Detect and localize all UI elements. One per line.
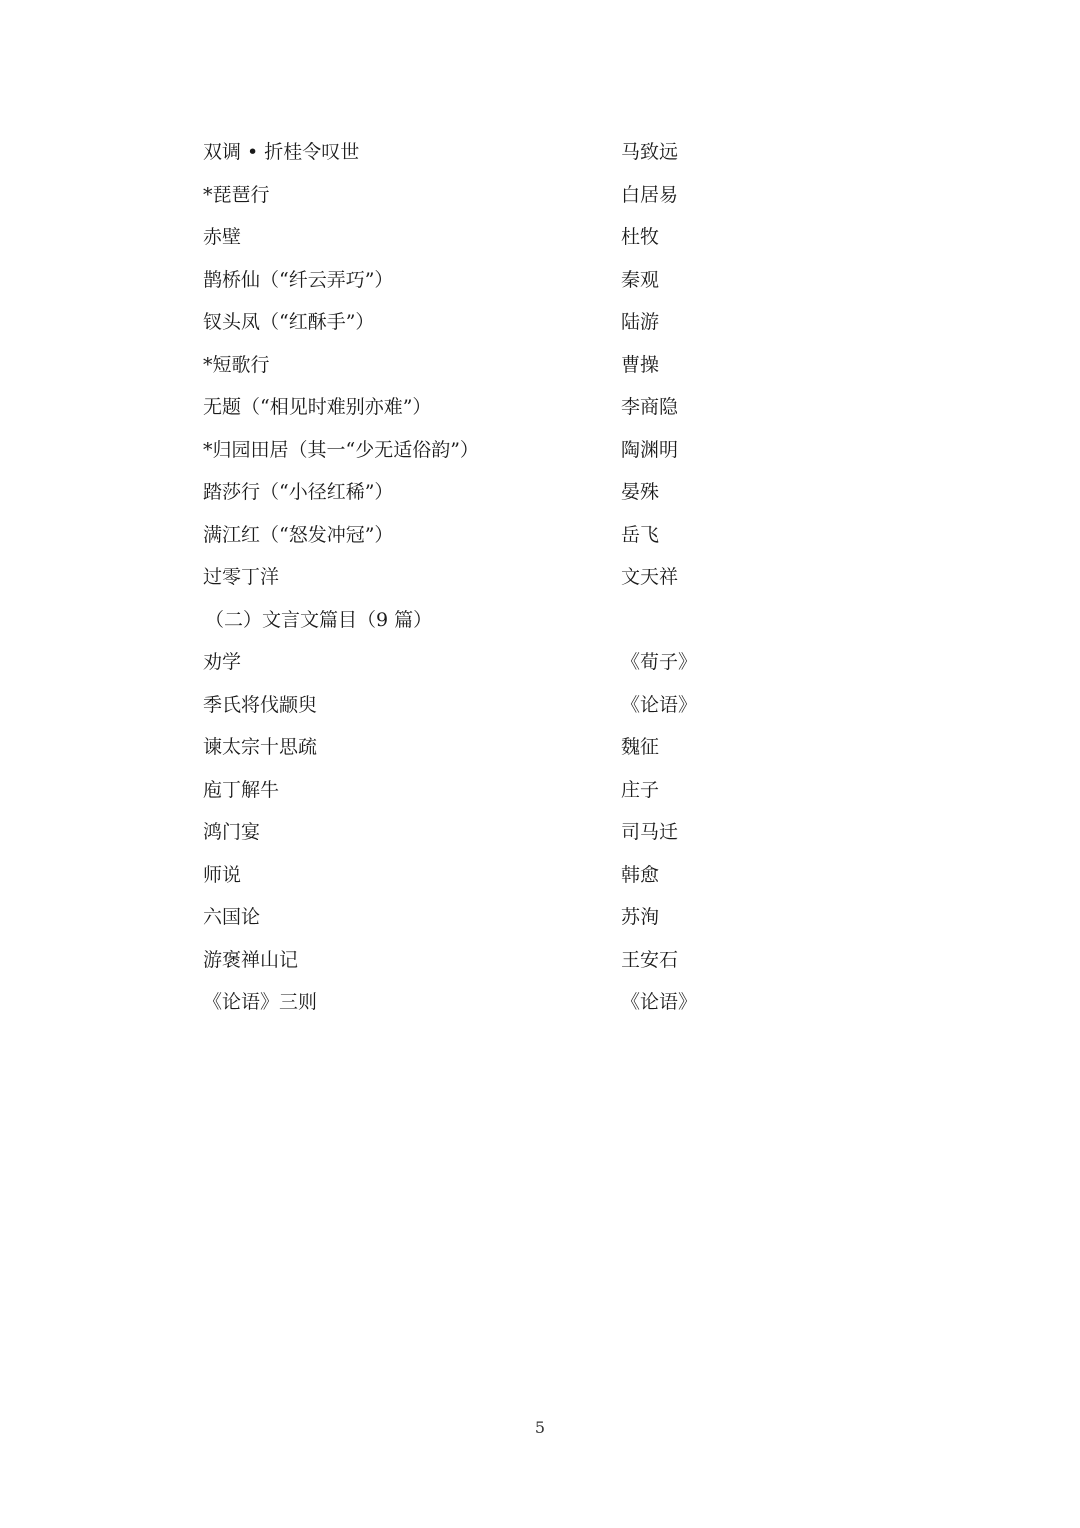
work-title: 无题（“相见时难别亦难”）: [203, 396, 432, 418]
work-author: 庄子: [621, 778, 660, 801]
list-item: [203, 344, 763, 387]
work-title: 满江红（“怒发冲冠”）: [203, 523, 394, 546]
work-author: 曹操: [621, 353, 660, 376]
page-number: 5: [534, 1418, 546, 1437]
work-author: 文天祥: [621, 566, 679, 588]
list-item: [203, 556, 763, 599]
list-item: [203, 726, 763, 769]
list-item: [203, 684, 763, 727]
work-title: 赤壁: [203, 226, 242, 248]
work-title: 鹊桥仙（“纤云弄巧”）: [203, 268, 394, 291]
work-title: 《论语》三则: [203, 991, 318, 1013]
list-item: [203, 981, 763, 1024]
work-author: 秦观: [621, 268, 660, 291]
work-title: *归园田居（其一“少无适俗韵”）: [203, 438, 479, 461]
list-item: [203, 429, 763, 472]
section-heading-row: [203, 599, 763, 642]
list-item: [203, 259, 763, 302]
work-author: 王安石: [621, 948, 679, 971]
work-title: 劝学: [203, 651, 242, 673]
list-item: [203, 854, 763, 897]
work-title: 踏莎行（“小径红稀”）: [203, 481, 394, 503]
list-item: [203, 939, 763, 982]
work-title: *短歌行: [203, 353, 270, 376]
list-item: [203, 811, 763, 854]
list-item: [203, 131, 763, 174]
work-title: 过零丁洋: [203, 566, 280, 588]
work-author: 马致远: [621, 141, 679, 163]
work-author: 白居易: [621, 183, 679, 206]
work-author: 杜牧: [621, 226, 660, 248]
list-item: [203, 301, 763, 344]
work-author: 韩愈: [621, 863, 660, 886]
list-item: [203, 174, 763, 217]
work-author: 陶渊明: [621, 438, 679, 461]
list-item: [203, 216, 763, 259]
work-title: 鸿门宴: [203, 821, 261, 843]
work-author: 司马迁: [621, 821, 679, 843]
work-title: 六国论: [203, 906, 261, 928]
list-item: [203, 896, 763, 939]
work-author: 晏殊: [621, 481, 660, 503]
work-title: 游褒禅山记: [203, 948, 299, 971]
list-item: [203, 386, 763, 429]
work-title: 师说: [203, 863, 242, 886]
work-author: 李商隐: [621, 396, 679, 418]
list-item: [203, 641, 763, 684]
work-title: 庖丁解牛: [203, 778, 280, 801]
work-title: 季氏将伐颛臾: [203, 693, 318, 716]
section-heading: （二）文言文篇目（9 篇）: [205, 608, 433, 631]
work-author: 岳飞: [621, 523, 660, 546]
work-title: 钗头凤（“红酥手”）: [203, 311, 375, 333]
work-author: 《荀子》: [621, 651, 698, 673]
reading-list: [203, 131, 763, 1024]
work-title: 双调 • 折桂令叹世: [203, 141, 360, 163]
work-title: 谏太宗十思疏: [203, 736, 318, 758]
work-title: *琵琶行: [203, 183, 270, 206]
work-author: 陆游: [621, 311, 660, 333]
list-item: [203, 471, 763, 514]
list-item: [203, 514, 763, 557]
work-author: 苏洵: [621, 906, 660, 928]
work-author: 魏征: [621, 736, 660, 758]
list-item: [203, 769, 763, 812]
work-author: 《论语》: [621, 693, 698, 716]
work-author: 《论语》: [621, 991, 698, 1013]
